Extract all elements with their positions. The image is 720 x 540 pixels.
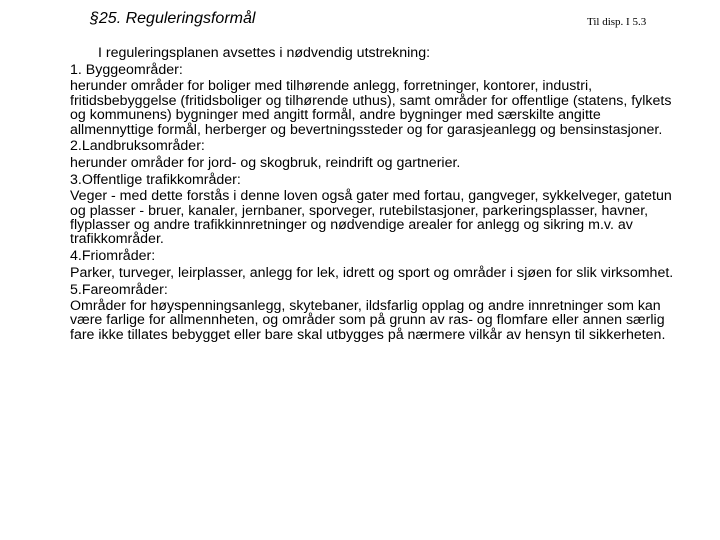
document-body xyxy=(70,46,682,342)
reference-note: Til disp. I 5.3 xyxy=(587,16,647,28)
page-title: §25. Reguleringsformål xyxy=(90,10,256,27)
section-text-fareomrader: Områder for høyspenningsanlegg, skytebaner, ildsfarlig opplag og andre innretninger som kan være farlige for allmennheten, og områder som på grunn av ras- og flomfare eller annen særlig fare ikke tillates bebygget eller bare skal utbygges på nærmere vilkår av hensyn til sikkerheten. xyxy=(70,298,666,343)
section-heading-byggeomrader: 1. Byggeområder: xyxy=(70,61,183,78)
section-text-landbruksomrader: herunder områder for jord- og skogbruk, reindrift og gartnerier. xyxy=(70,154,461,171)
intro-paragraph: I reguleringsplanen avsettes i nødvendig utstrekning: xyxy=(98,45,431,61)
section-text-byggeomrader: herunder områder for boliger med tilhørende anlegg, forretninger, kontorer, industri, fritidsbebyggelse (fritidsboliger og tilhørende uthus), samt områder for offentlige (statens, fylkets og kommunens) bygninger med angitt formål, andre bygninger med særskilte angitte allmennyttige formål, herberger og bevertningssteder og for garasjeanlegg og bensinstasjoner. xyxy=(70,78,672,138)
section-heading-trafikkomrader: 3.Offentlige trafikkområder: xyxy=(70,171,241,188)
section-text-trafikkomrader: Veger - med dette forstås i denne loven også gater med fortau, gangveger, sykkelveger, gatetun og plasser - bruer, kanaler, jernbaner, sporveger, rutebilstasjoner, parkeringsplasser, havner, flyplasser og andre trafikkinnretninger og nødvendige arealer for anlegg og sikring m.v. av trafikkområder. xyxy=(70,188,672,248)
section-heading-friomrader: 4.Friområder: xyxy=(70,248,156,265)
section-text-friomrader: Parker, turveger, leirplasser, anlegg for lek, idrett og sport og områder i sjøen for slik virksomhet. xyxy=(70,264,674,281)
section-heading-fareomrader: 5.Fareområder: xyxy=(70,281,168,298)
section-heading-landbruksomrader: 2.Landbruksområder: xyxy=(70,138,205,155)
